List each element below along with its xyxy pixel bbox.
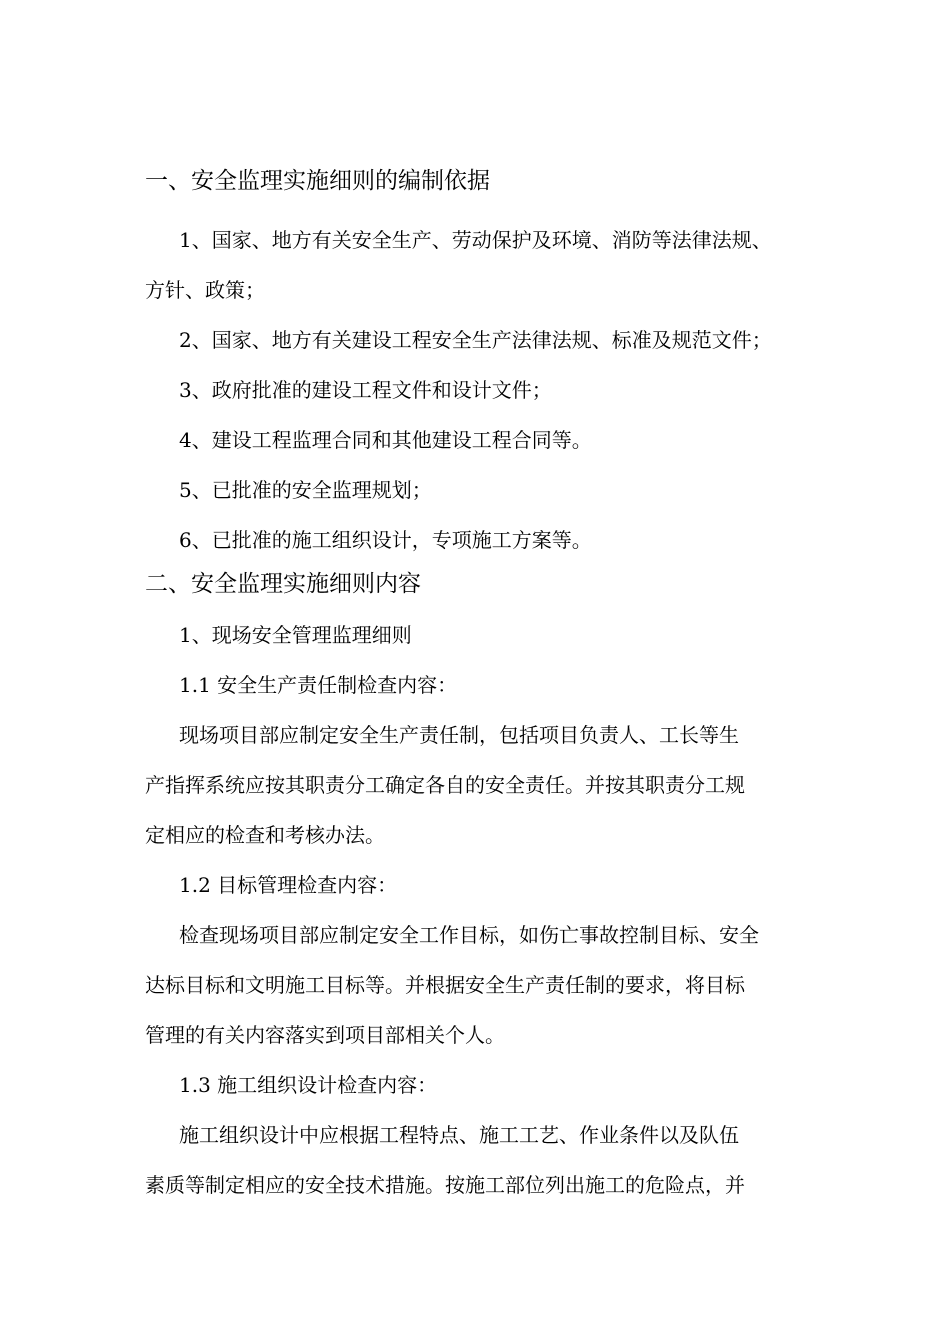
item-1-1-body xyxy=(145,723,810,847)
item-1-3-body-line-1: 施工组织设计中应根据工程特点、施工工艺、作业条件以及队伍 xyxy=(179,1123,739,1147)
document-content xyxy=(145,163,810,1197)
item-1-2-body xyxy=(145,923,810,1047)
basis-item-1-line-2: 方针、政策； xyxy=(145,278,265,302)
basis-item-4: 4、建设工程监理合同和其他建设工程合同等。 xyxy=(179,428,592,452)
subsection-1-title: 1、现场安全管理监理细则 xyxy=(179,623,412,647)
basis-item-1 xyxy=(145,228,810,302)
basis-item-2: 2、国家、地方有关建设工程安全生产法律法规、标准及规范文件； xyxy=(179,328,772,352)
basis-item-3: 3、政府批准的建设工程文件和设计文件； xyxy=(179,378,552,402)
item-1-1-body-line-2: 产指挥系统应按其职责分工确定各自的安全责任。并按其职责分工规 xyxy=(145,773,745,797)
item-1-3-title: 1.3 施工组织设计检查内容： xyxy=(179,1073,438,1097)
item-1-3-body xyxy=(145,1123,810,1197)
item-1-2-body-line-3: 管理的有关内容落实到项目部相关个人。 xyxy=(145,1023,505,1047)
basis-item-6: 6、已批准的施工组织设计，专项施工方案等。 xyxy=(179,528,592,552)
item-1-2-body-line-2: 达标目标和文明施工目标等。并根据安全生产责任制的要求，将目标 xyxy=(145,973,745,997)
item-1-1-title: 1.1 安全生产责任制检查内容： xyxy=(179,673,458,697)
item-1-2-title: 1.2 目标管理检查内容： xyxy=(179,873,398,897)
basis-item-1-line-1: 1、国家、地方有关安全生产、劳动保护及环境、消防等法律法规、 xyxy=(179,228,772,252)
section-1-heading: 一、安全监理实施细则的编制依据 xyxy=(145,168,490,194)
item-1-1-body-line-1: 现场项目部应制定安全生产责任制，包括项目负责人、工长等生 xyxy=(179,723,739,747)
item-1-3-body-line-2: 素质等制定相应的安全技术措施。按施工部位列出施工的危险点，并 xyxy=(145,1173,745,1197)
item-1-2-body-line-1: 检查现场项目部应制定安全工作目标，如伤亡事故控制目标、安全 xyxy=(179,923,759,947)
basis-item-5: 5、已批准的安全监理规划； xyxy=(179,478,432,502)
section-2-heading: 二、安全监理实施细则内容 xyxy=(145,571,421,597)
item-1-1-body-line-3: 定相应的检查和考核办法。 xyxy=(145,823,385,847)
